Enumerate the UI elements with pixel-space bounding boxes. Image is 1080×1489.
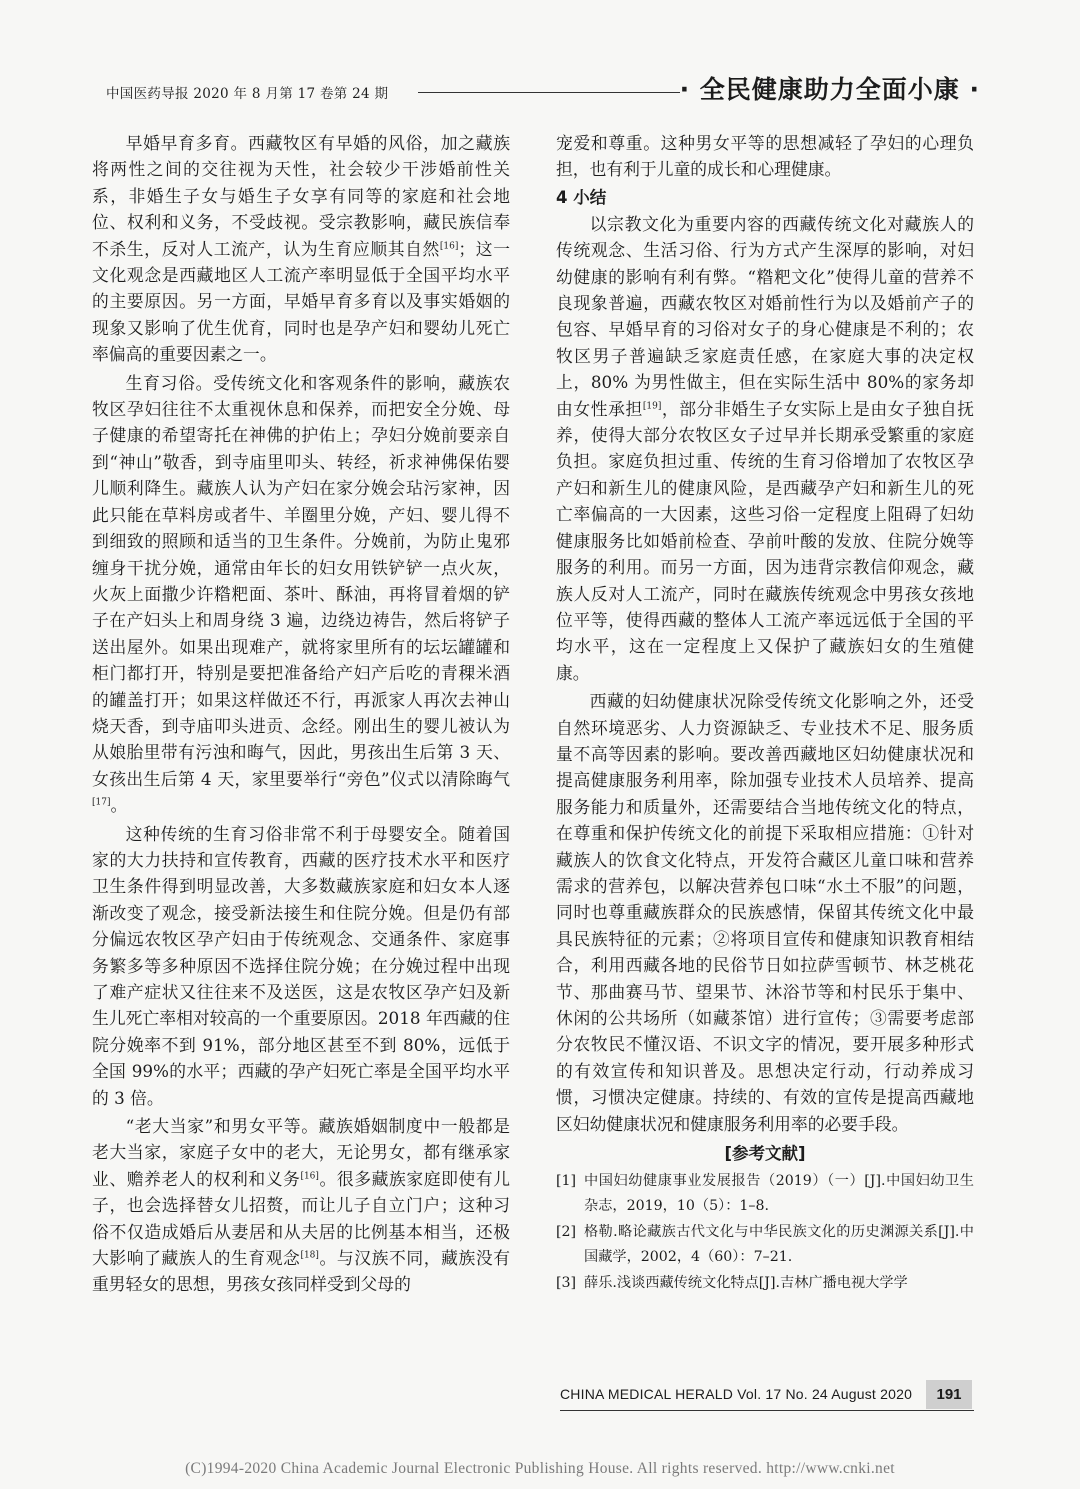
paragraph-early-marriage: 早婚早育多育。西藏牧区有早婚的风俗，加之藏族将两性之间的交往视为天性，社会较少干涉婚前性关系，非婚生子女与婚生子女享有同等的家庭和社会地位、权利和义务，不受歧视。受宗教影响，藏民族信奉不杀生，反对人工流产，认为生育应顺其自然[16]；这一文化观念是西藏地区人工流产率明显低于全国平均水平的主要原因。另一方面，早婚早育多育以及事实婚姻的现象又影响了优生优育，同时也是孕产妇和婴幼儿死亡率偏高的重要因素之一。 [92, 133, 510, 365]
citation: [18] [300, 1250, 319, 1261]
reference-text: 中国妇幼健康事业发展报告（2019）（一）[J].中国妇幼卫生杂志，2019，10（5）：1–8. [584, 1173, 974, 1214]
paragraph-continuation: 宠爱和尊重。这种男女平等的思想减轻了孕妇的心理负担，也有利于儿童的成长和心理健康。 [556, 133, 974, 180]
copyright-notice: (C)1994-2020 China Academic Journal Electronic Publishing House. All rights reserved. http://www.cnki.net [185, 1460, 895, 1477]
paragraph-summary: 以宗教文化为重要内容的西藏传统文化对藏族人的传统观念、生活习俗、行为方式产生深厚的影响，对妇幼健康的影响有利有弊。“糌粑文化”使得儿童的营养不良现象普遍，西藏农牧区对婚前性行为以及婚前产子的包容、早婚早育的习俗对女子的身心健康是不利的；农牧区男子普遍缺乏家庭责任感，在家庭大事的决定权上，80% 为男性做主，但在实际生活中 80%的家务却由女性承担[19]，部分非婚生子女实际上是由女子独自抚养，使得大部分农牧区女子过早并长期承受繁重的家庭负担。家庭负担过重、传统的生育习俗增加了农牧区孕产妇和新生儿的健康风险，是西藏孕产妇和新生儿的死亡率偏高的一大因素，这些习俗一定程度上阻碍了妇幼健康服务比如婚前检查、孕前叶酸的发放、住院分娩等服务的利用。而另一方面，因为违背宗教信仰观念，藏族人反对人工流产，同时在藏族传统观念中男孩女孩地位平等，使得西藏的整体人工流产率远远低于全国的平均水平，这在一定程度上又保护了藏族妇女的生殖健康。 [556, 213, 974, 683]
reference-item [556, 1271, 974, 1296]
citation: [16] [300, 1171, 319, 1182]
paragraph-eldest-child: “老大当家”和男女平等。藏族婚姻制度中一般都是老大当家，家庭子女中的老大，无论男女，都有继承家业、赡养老人的权利和义务[16]。很多藏族家庭即使有儿子，也会选择替女儿招赘，而让儿子自立门户；这种习俗不仅造成婚后从妻居和从夫居的比例基本相当，还极大影响了藏族人的生育观念[18]。与汉族不同，藏族没有重男轻女的思想，男孩女孩同样受到父母的 [92, 1116, 510, 1295]
reference-number: [2] [556, 1224, 577, 1241]
paragraph-birth-customs: 生育习俗。受传统文化和客观条件的影响，藏族农牧区孕妇往往不太重视休息和保养，而把安全分娩、母子健康的希望寄托在神佛的护佑上；孕妇分娩前要亲自到“神山”敬香，到寺庙里叩头、转经，祈求神佛保佑婴儿顺利降生。藏族人认为产妇在家分娩会玷污家神，因此只能在草料房或者牛、羊圈里分娩，产妇、婴儿得不到细致的照顾和适当的卫生条件。分娩前，为防止鬼邪缠身干扰分娩，通常由年长的妇女用铁铲铲一点火灰，火灰上面撒少许糌粑面、茶叶、酥油，再将冒着烟的铲子在产妇头上和周身绕 3 遍，边绕边祷告，然后将铲子送出屋外。如果出现难产，就将家里所有的坛坛罐罐和柜门都打开，特别是要把准备给产妇产后吃的青稞米酒的罐盖打开；如果这样做还不行，再派家人再次去神山烧天香，到寺庙叩头进贡、念经。刚出生的婴儿被认为从娘胎里带有污浊和晦气，因此，男孩出生后第 3 天、女孩出生后第 4 天，家里要举行“旁色”仪式以清除晦气[17]。 [92, 372, 510, 816]
citation: [17] [92, 797, 111, 808]
citation: [19] [642, 401, 662, 412]
section-title: · 全民健康助力全面小康 · [679, 75, 980, 104]
reference-text: 薛乐.浅谈西藏传统文化特点[J].吉林广播电视大学学 [584, 1275, 908, 1292]
header-rule [418, 92, 680, 93]
running-header [88, 70, 988, 118]
running-footer [560, 1380, 974, 1411]
reference-text: 格勒.略论藏族古代文化与中华民族文化的历史渊源关系[J].中国藏学，2002，4（60）：7–21. [584, 1224, 974, 1265]
right-column [556, 130, 974, 1298]
reference-list [556, 1169, 974, 1296]
paragraph-maternal-safety: 这种传统的生育习俗非常不利于母婴安全。随着国家的大力扶持和宣传教育，西藏的医疗技术水平和医疗卫生条件得到明显改善，大多数藏族家庭和妇女本人逐渐改变了观念，接受新法接生和住院分娩。但是仍有部分偏远农牧区孕产妇由于传统观念、交通条件、家庭事务繁多等多种原因不选择住院分娩；在分娩过程中出现了难产症状又往往来不及送医，这是农牧区孕产妇及新生儿死亡率相对较高的一个重要原因。2018 年西藏的住院分娩率不到 91%，部分地区甚至不到 80%，远低于全国 99%的水平；西藏的孕产妇死亡率是全国平均水平的 3 倍。 [92, 823, 510, 1108]
reference-number: [3] [556, 1275, 577, 1292]
journal-issue-info: 中国医药导报 2020 年 8 月第 17 卷第 24 期 [106, 86, 389, 102]
section-heading-summary: 4 小结 [556, 187, 607, 207]
journal-english-info: CHINA MEDICAL HERALD Vol. 17 No. 24 August 2020 [560, 1386, 913, 1402]
page-number: 191 [926, 1380, 972, 1409]
citation: [16] [439, 241, 459, 252]
left-column [92, 130, 510, 1298]
paragraph-recommendations: 西藏的妇幼健康状况除受传统文化影响之外，还受自然环境恶劣、人力资源缺乏、专业技术不足、服务质量不高等因素的影响。要改善西藏地区妇幼健康状况和提高健康服务利用率，除加强专业技术人员培养、提高服务能力和质量外，还需要结合当地传统文化的特点，在尊重和保护传统文化的前提下采取相应措施：①针对藏族人的饮食文化特点，开发符合藏区儿童口味和营养需求的营养包，以解决营养包口味“水土不服”的问题，同时也尊重藏族群众的民族感情，保留其传统文化中最具民族特征的元素；②将项目宣传和健康知识教育相结合，利用西藏各地的民俗节日如拉萨雪顿节、林芝桃花节、那曲赛马节、望果节、沐浴节等和村民乐于集中、休闲的公共场所（如藏茶馆）进行宣传；③需要考虑部分农牧民不懂汉语、不识文字的情况，要开展多种形式的有效宣传和知识普及。思想决定行动，行动养成习惯，习惯决定健康。持续的、有效的宣传是提高西藏地区妇幼健康状况和健康服务利用率的必要手段。 [556, 691, 974, 1134]
reference-number: [1] [556, 1173, 577, 1190]
reference-item [556, 1220, 974, 1269]
reference-item [556, 1169, 974, 1218]
references-title: [参考文献] [724, 1144, 806, 1164]
